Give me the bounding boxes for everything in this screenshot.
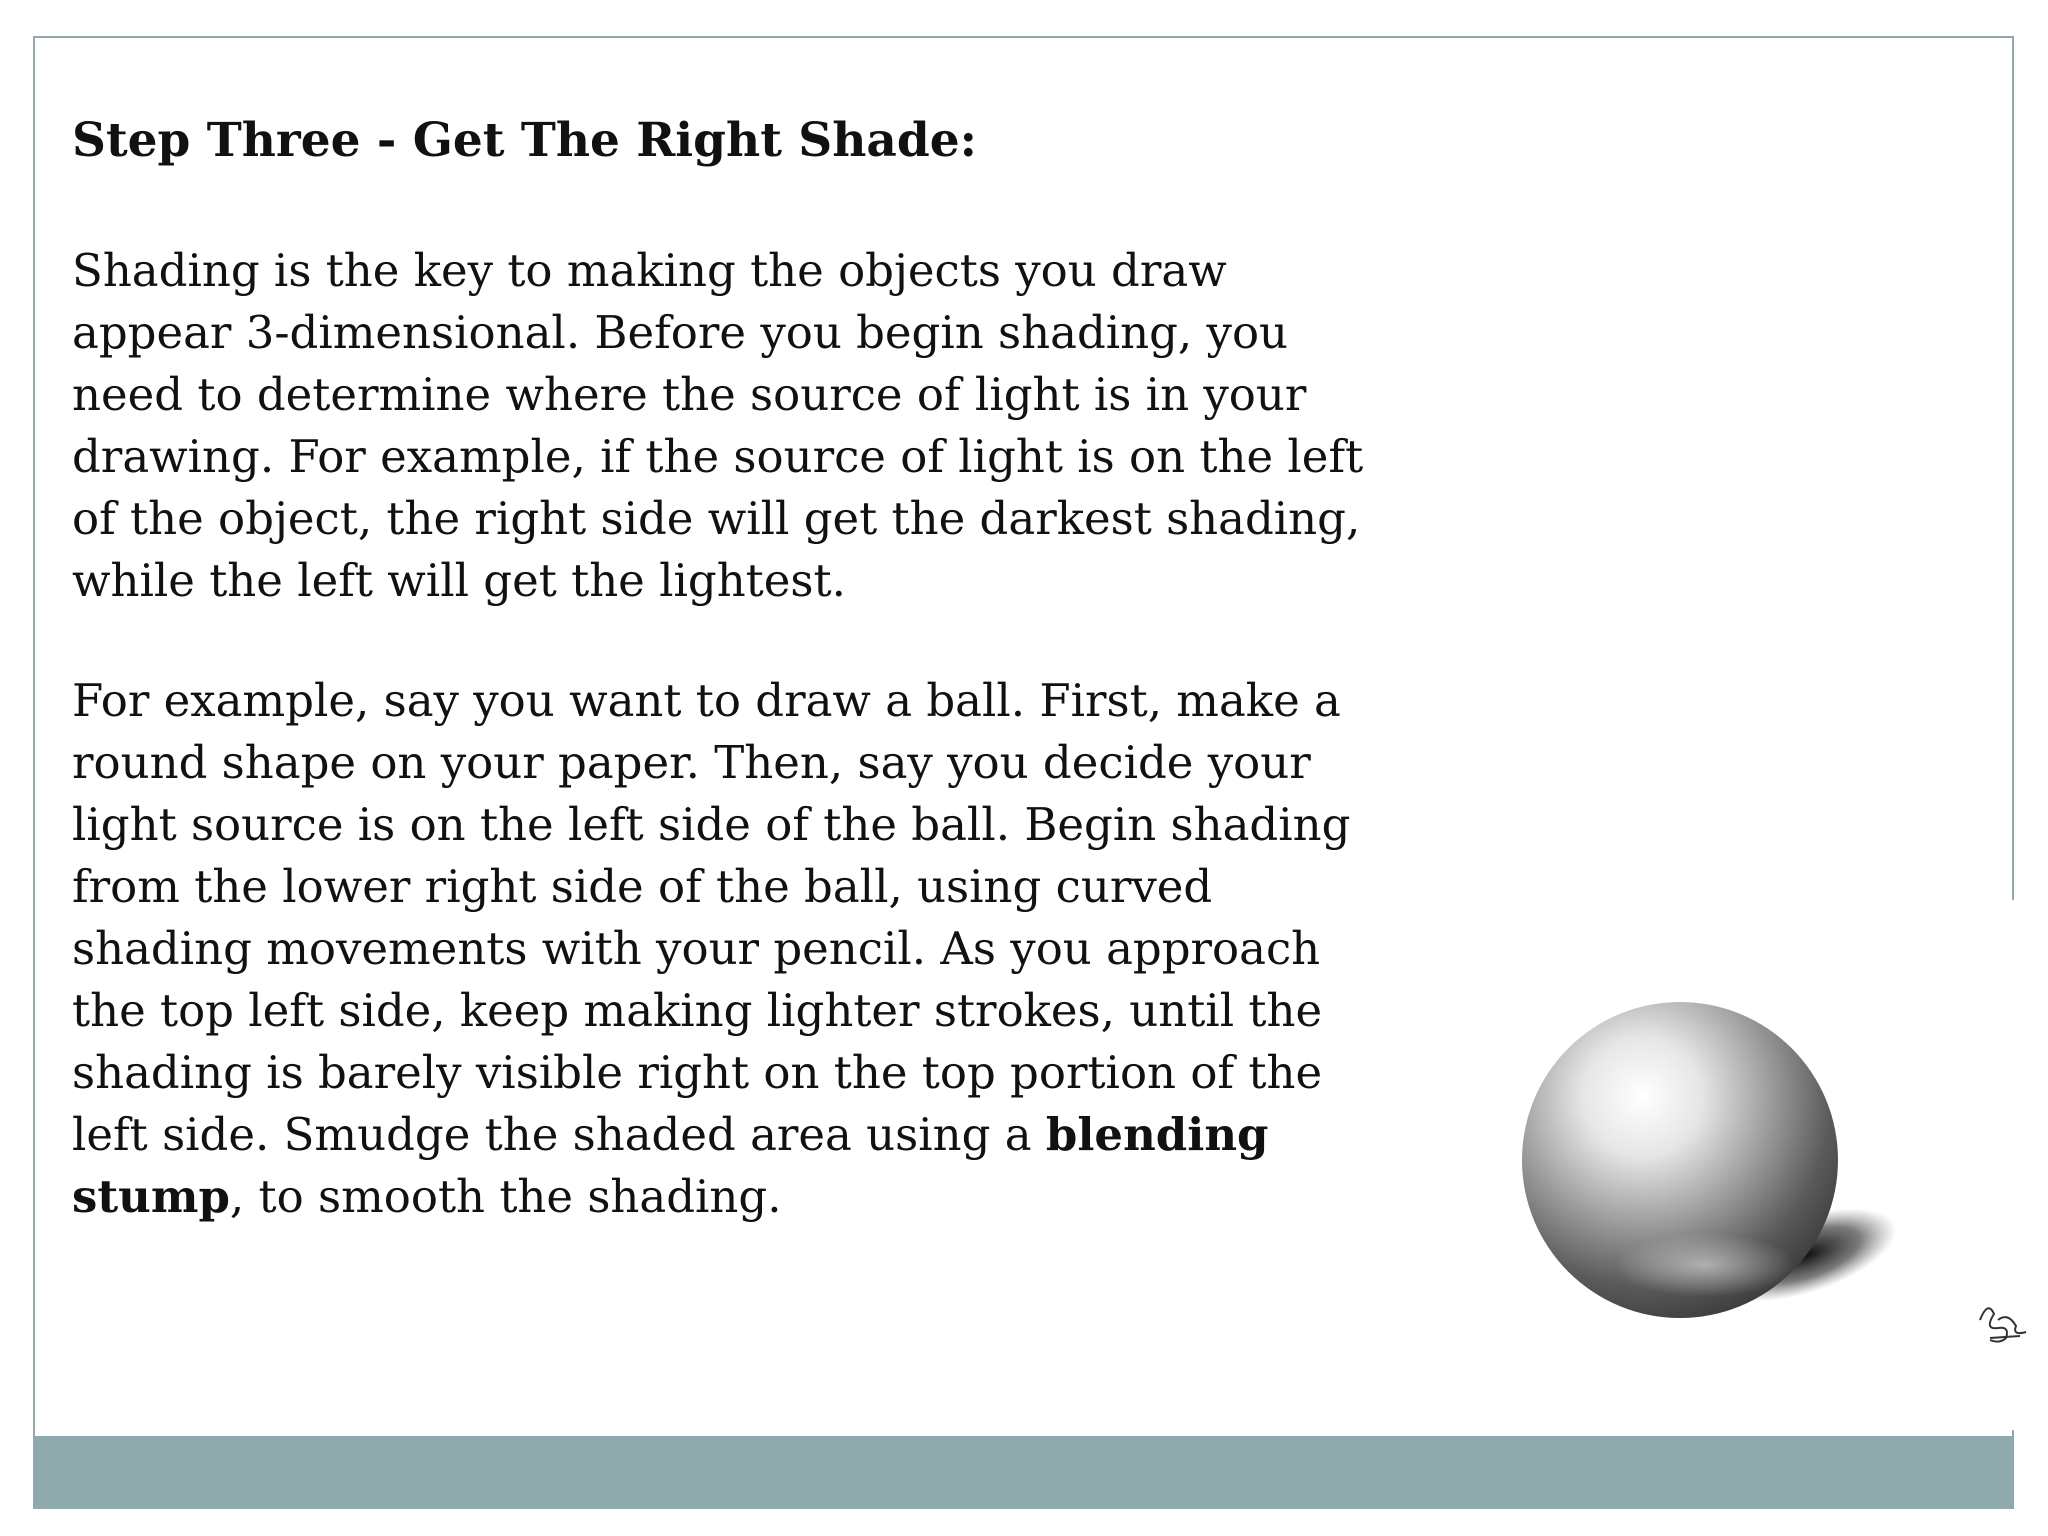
shaded-sphere-illustration (1450, 900, 2048, 1430)
paragraph-2-line: For example, say you want to draw a ball. First, make a (72, 674, 1341, 727)
paragraph-2-line: light source is on the left side of the ball. Begin shading (72, 798, 1351, 851)
paragraph-1-line: while the left will get the lightest. (72, 554, 846, 607)
shaded-sphere-drawing (1450, 900, 2048, 1430)
bold-term-blending: blending (1045, 1108, 1269, 1161)
paragraph-1-line: need to determine where the source of light is in your (72, 368, 1307, 421)
paragraph-2-line (72, 1104, 1372, 1166)
paragraph-1-line: drawing. For example, if the source of light is on the left (72, 430, 1364, 483)
paragraph-2 (72, 670, 1372, 1228)
paragraph-2-line (72, 1166, 1372, 1228)
sphere-reflected-light (1615, 1233, 1795, 1297)
line-text: , to smooth the shading. (229, 1170, 782, 1223)
paragraph-1-line: appear 3-dimensional. Before you begin shading, you (72, 306, 1289, 359)
paragraph-1-line: of the object, the right side will get the darkest shading, (72, 492, 1361, 545)
paragraph-2-line: round shape on your paper. Then, say you decide your (72, 736, 1311, 789)
paragraph-2-line: shading is barely visible right on the top portion of the (72, 1046, 1323, 1099)
paragraph-2-line: from the lower right side of the ball, using curved (72, 860, 1213, 913)
artist-signature (1980, 1308, 2026, 1341)
footer-band (33, 1436, 2014, 1509)
paragraph-2-line: shading movements with your pencil. As you approach (72, 922, 1321, 975)
step-heading: Step Three - Get The Right Shade: (72, 113, 977, 168)
line-text: left side. Smudge the shaded area using a (72, 1108, 1046, 1161)
paragraph-1 (72, 240, 1372, 612)
paragraph-1-line: Shading is the key to making the objects you draw (72, 244, 1227, 297)
bold-term-stump: stump (72, 1170, 230, 1223)
paragraph-2-line: the top left side, keep making lighter strokes, until the (72, 984, 1323, 1037)
